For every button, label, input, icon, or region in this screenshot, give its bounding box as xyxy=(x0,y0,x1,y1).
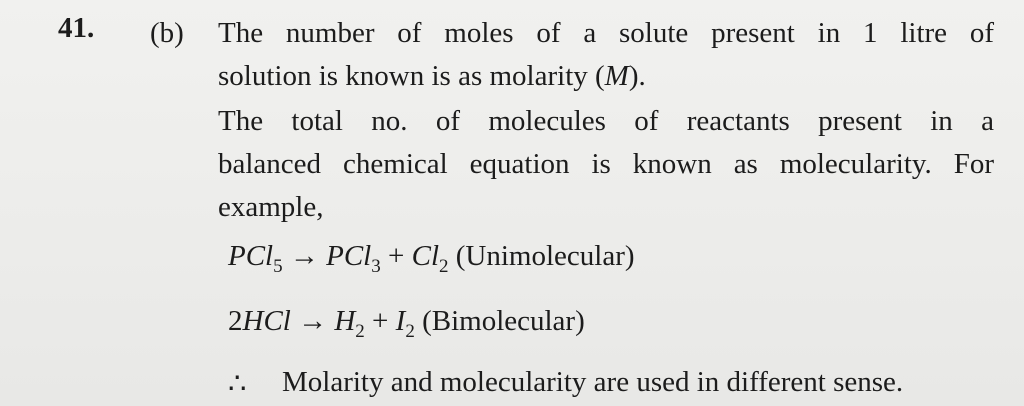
paragraph-line: The number of moles of a solute present in 1 litre of xyxy=(218,17,994,49)
equation-unimolecular xyxy=(228,240,635,277)
eq-reactant: 2HCl xyxy=(228,305,291,337)
plus-sign: + xyxy=(388,240,405,272)
molarity-definition-end: solution is known is as molarity (M). xyxy=(218,60,646,92)
eq-product: PCl xyxy=(326,240,372,272)
eq-product: I xyxy=(395,305,406,337)
conclusion-text: Molarity and molecularity are used in different sense. xyxy=(282,366,904,398)
eq-subscript: 2 xyxy=(405,321,415,342)
eq-product: H xyxy=(334,305,356,337)
reaction-arrow: → xyxy=(289,240,319,272)
eq-subscript: 3 xyxy=(371,256,381,277)
eq-subscript: 2 xyxy=(355,321,365,342)
equation-label: (Bimolecular) xyxy=(422,305,585,337)
paragraph-line: example, xyxy=(218,191,324,223)
paragraph-line: The total no. of molecules of reactants present in a xyxy=(218,105,994,137)
therefore-symbol: ∴ xyxy=(228,368,247,400)
plus-sign: + xyxy=(372,305,389,337)
paragraph-line: balanced chemical equation is known as molecularity. For xyxy=(218,148,994,180)
paragraph-line xyxy=(218,55,994,98)
eq-reactant: PCl xyxy=(228,240,274,272)
reaction-arrow: → xyxy=(298,305,328,337)
eq-subscript: 2 xyxy=(439,256,449,277)
answer-option: (b) xyxy=(150,17,184,49)
eq-product: Cl xyxy=(411,240,440,272)
equation-bimolecular xyxy=(228,305,585,342)
equation-label: (Unimolecular) xyxy=(455,240,635,272)
question-number: 41. xyxy=(58,12,95,44)
eq-subscript: 5 xyxy=(273,256,283,277)
